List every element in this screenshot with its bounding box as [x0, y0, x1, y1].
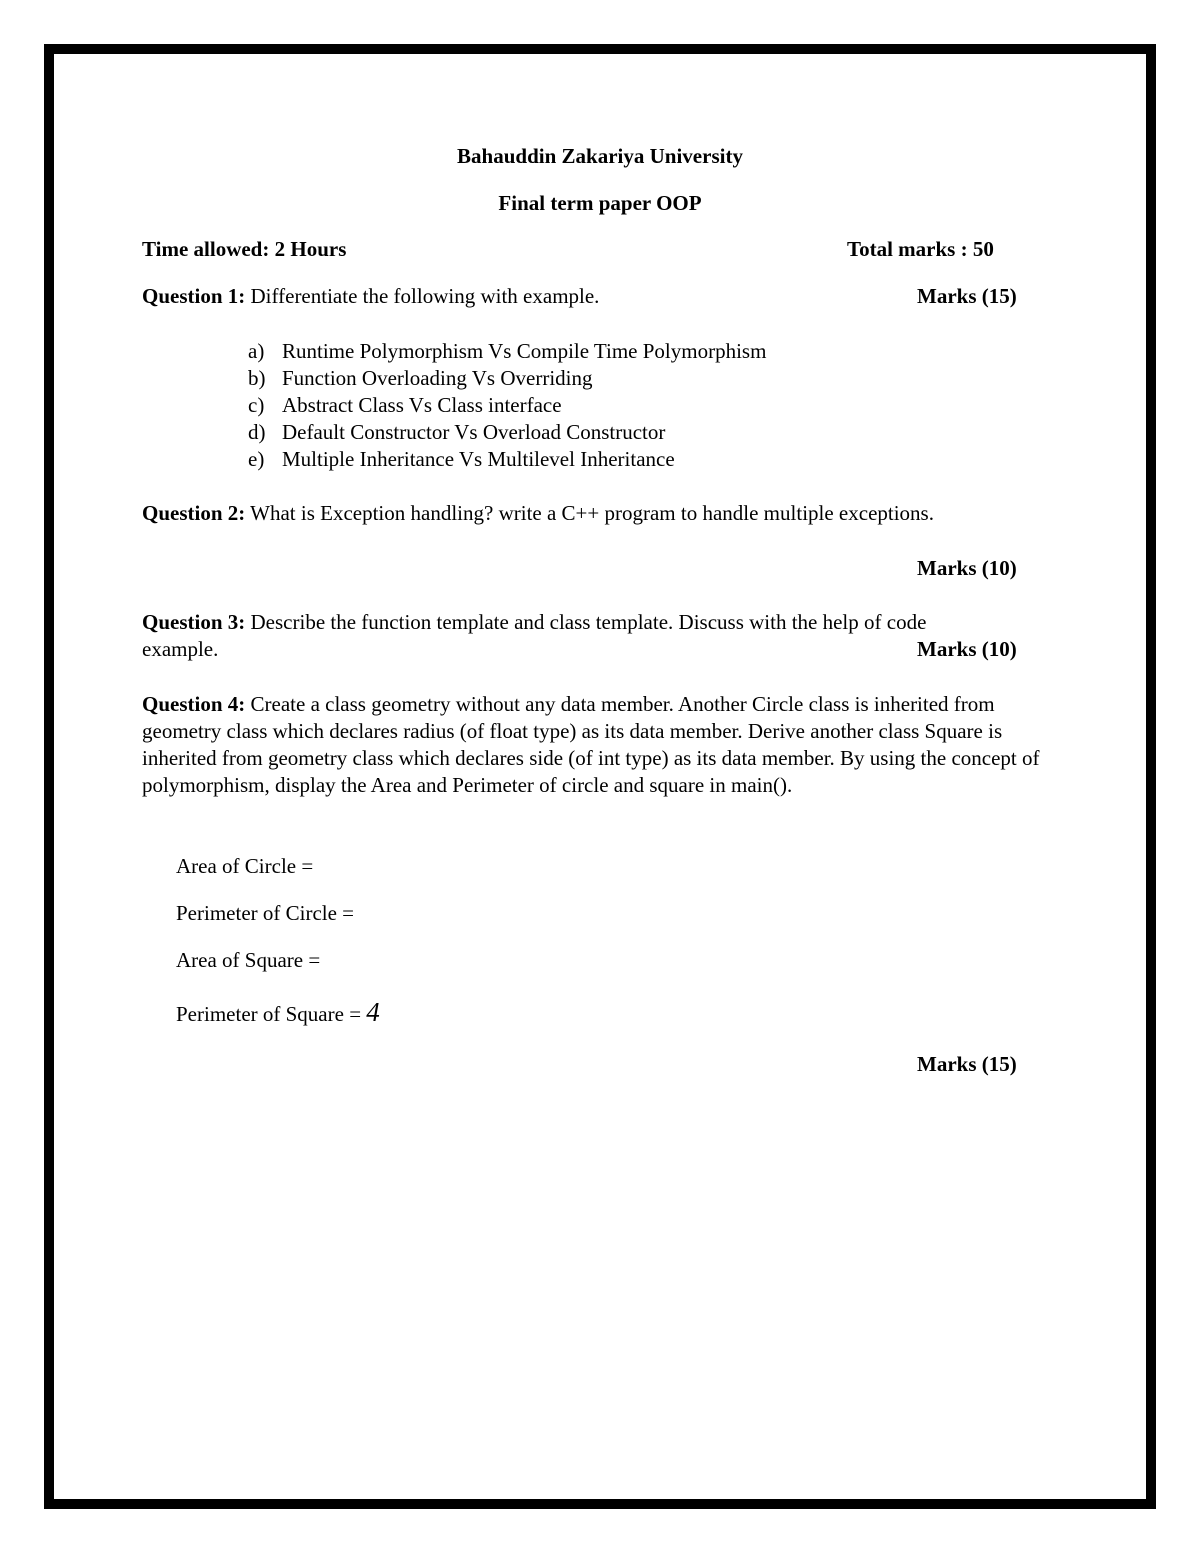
list-item-text: Multiple Inheritance Vs Multilevel Inheritance [282, 447, 675, 471]
q1-label: Question 1: [142, 284, 246, 308]
university-name: Bahauddin Zakariya University [457, 144, 743, 168]
q4-label: Question 4: [142, 692, 246, 716]
list-marker: b) [248, 366, 266, 390]
list-item-text: Abstract Class Vs Class interface [282, 393, 562, 417]
q3-line [142, 609, 926, 636]
list-marker: e) [248, 447, 265, 471]
area-of-square: Area of Square = [176, 948, 321, 972]
perimeter-of-square-line [176, 999, 380, 1028]
perimeter-of-circle: Perimeter of Circle = [176, 901, 355, 925]
q3-text-line2: example. [142, 637, 219, 661]
perimeter-of-square: Perimeter of Square = [176, 1002, 362, 1026]
q2-label: Question 2: [142, 501, 246, 525]
q1-text: Differentiate the following with example. [250, 284, 600, 308]
total-marks: Total marks : 50 [847, 237, 994, 261]
list-item-text: Default Constructor Vs Overload Constructor [282, 420, 666, 444]
q4-marks: Marks (15) [917, 1052, 1017, 1076]
q2-text: What is Exception handling? write a C++ program to handle multiple exceptions. [250, 501, 934, 525]
perimeter-of-square-value: 4 [366, 997, 380, 1027]
paper-title: Final term paper OOP [498, 191, 702, 215]
q3-label: Question 3: [142, 610, 246, 634]
time-allowed: Time allowed: 2 Hours [142, 237, 347, 261]
list-item-text: Runtime Polymorphism Vs Compile Time Polymorphism [282, 339, 767, 363]
q3-marks: Marks (10) [917, 637, 1017, 661]
list-marker: c) [248, 393, 265, 417]
q4-paragraph [142, 691, 1057, 799]
q2-marks: Marks (10) [917, 556, 1017, 580]
list-item-text: Function Overloading Vs Overriding [282, 366, 593, 390]
q1-line [142, 283, 599, 310]
area-of-circle: Area of Circle = [176, 854, 314, 878]
q1-marks: Marks (15) [917, 284, 1017, 308]
q2-line [142, 500, 934, 527]
list-marker: a) [248, 339, 265, 363]
q4-text: Create a class geometry without any data member. Another Circle class is inherited from geometry class which declares radius (of float type) as its data member. Derive another class Square is inherited from geometry class which declares side (of int type) as its data member. By using the concept of polymorphism, display the Area and Perimeter of circle and square in main(). [142, 692, 1040, 797]
q3-text-line1: Describe the function template and class template. Discuss with the help of code [250, 610, 927, 634]
list-marker: d) [248, 420, 266, 444]
